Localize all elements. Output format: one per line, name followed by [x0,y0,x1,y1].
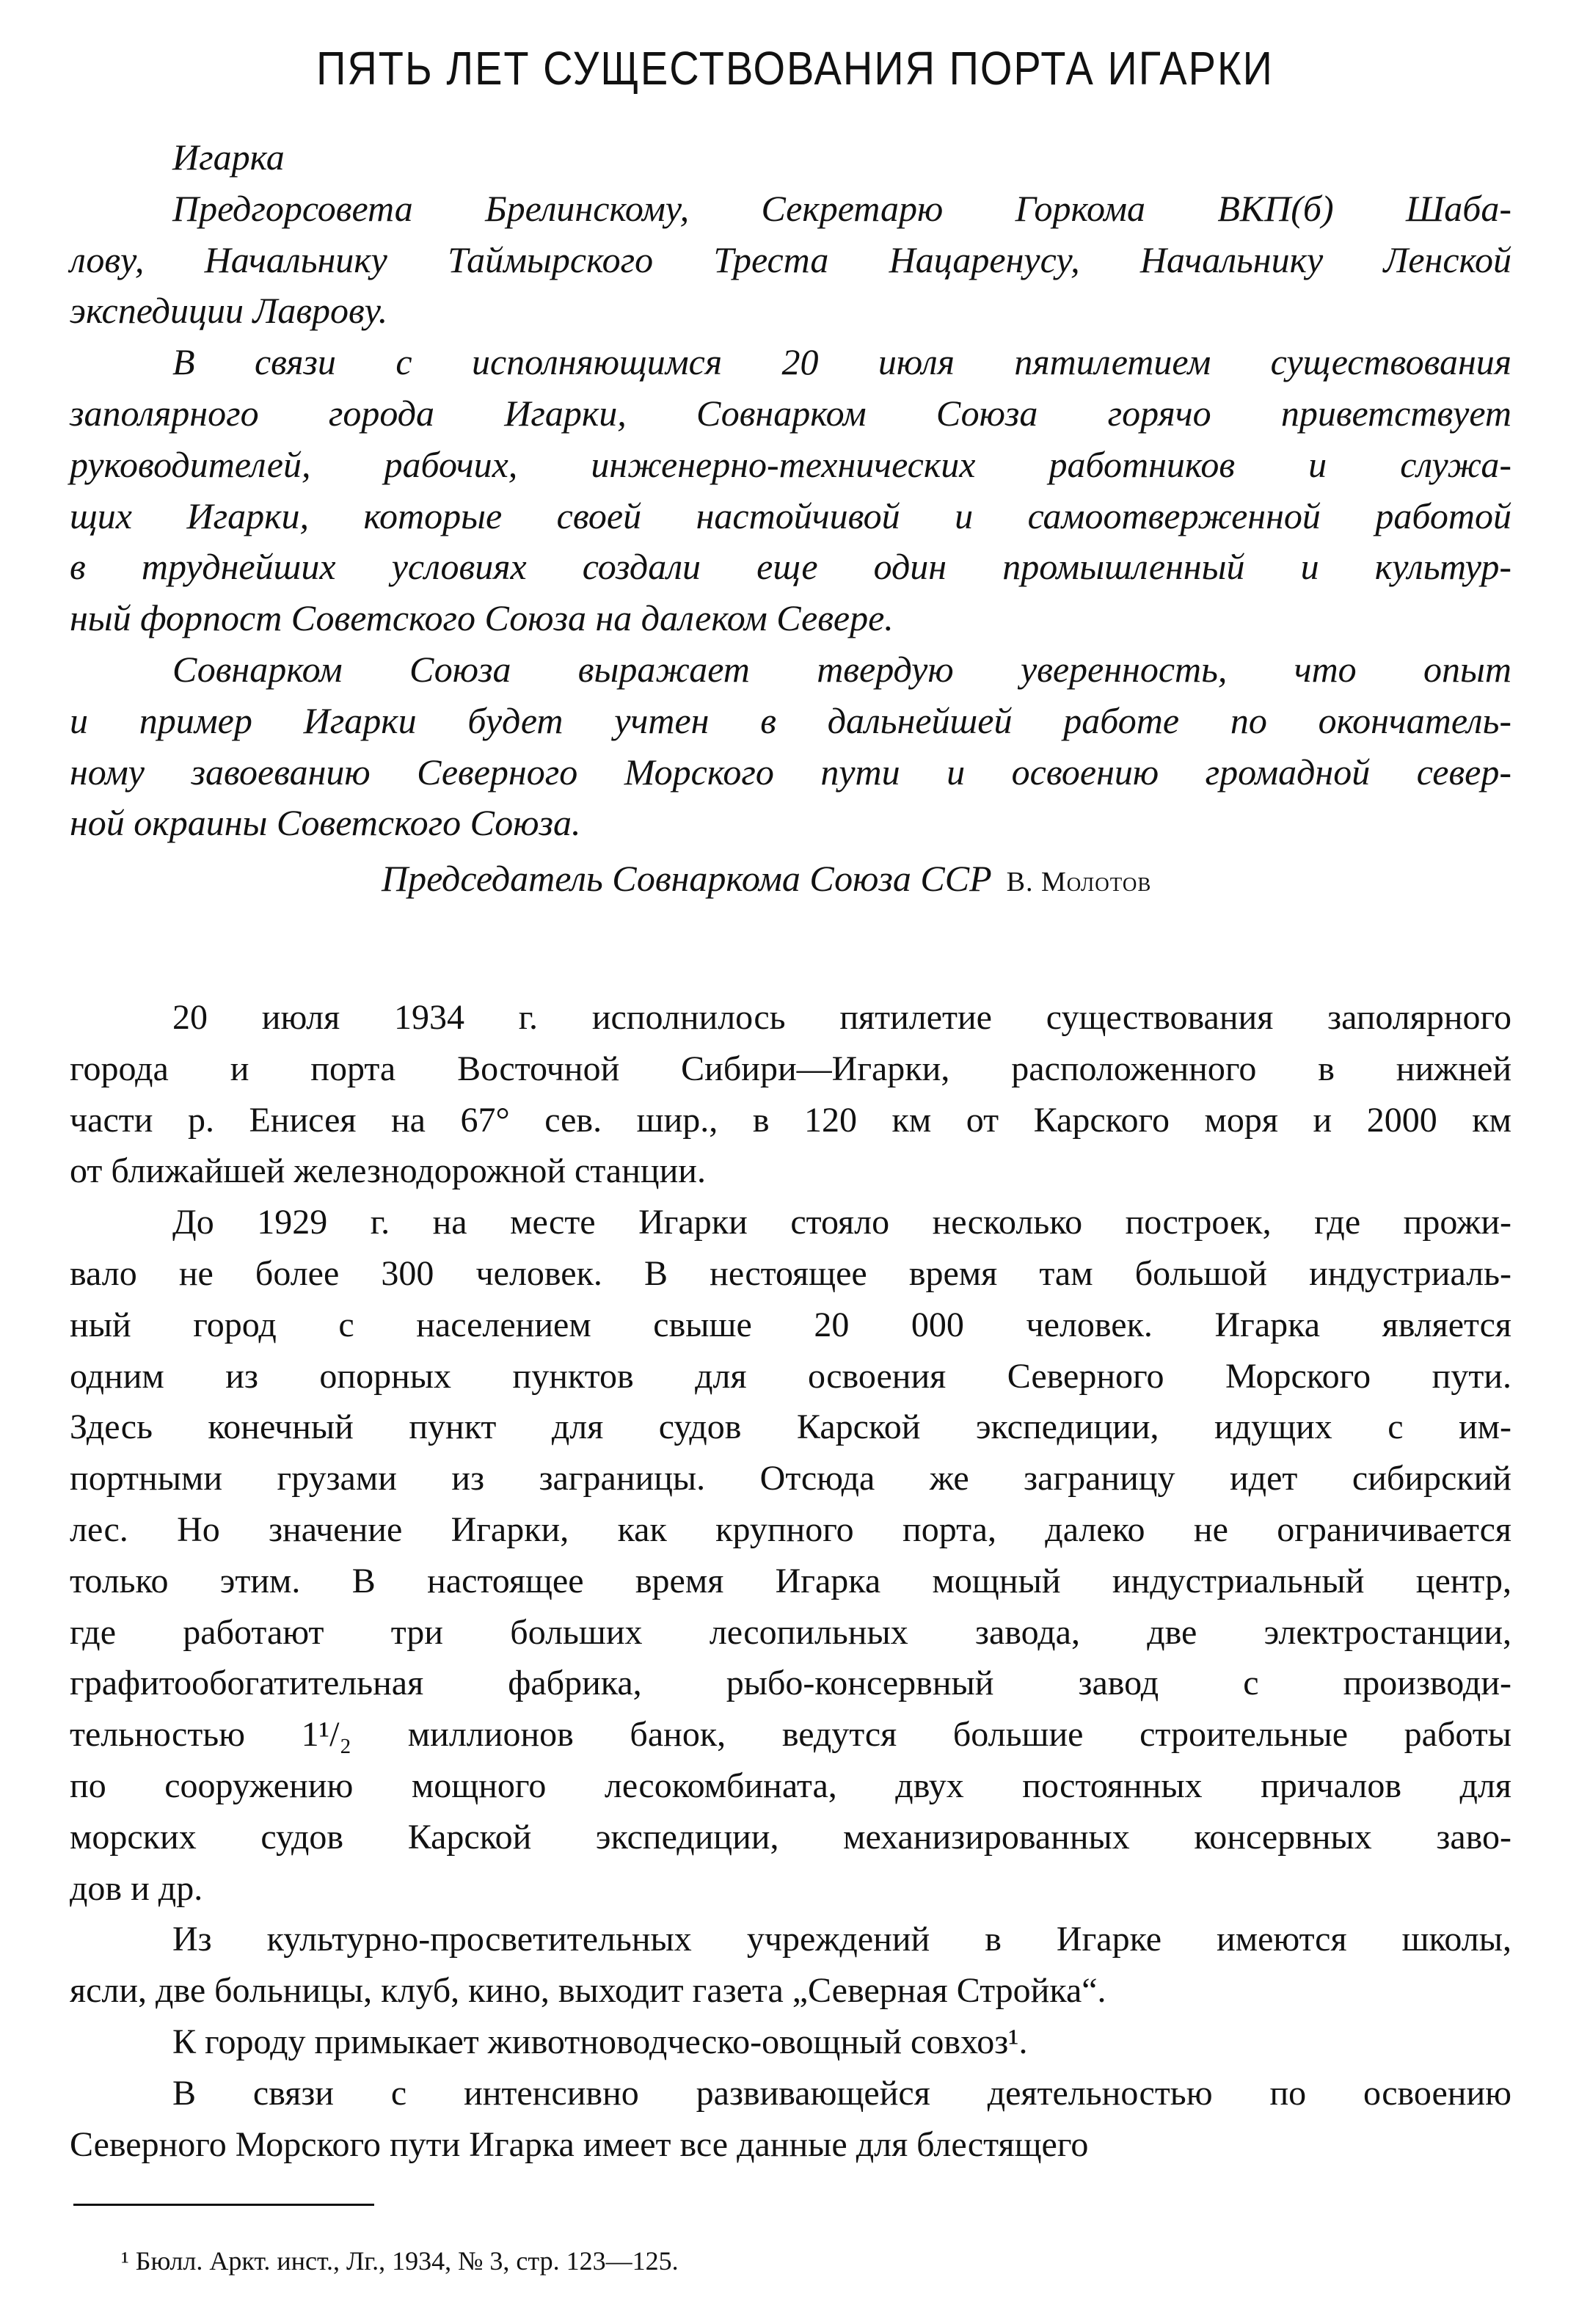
paragraph [70,132,1511,183]
text-line: лес. Но значение Игарки, как крупного порта, далеко не ограничивается [70,1509,1511,1549]
telegram-letter [70,132,1511,908]
text-line: экспедиции Лаврову. [70,290,388,332]
footnote-divider [73,2204,374,2206]
paragraph [70,992,1511,1197]
text-line: по сооружению мощного лесокомбината, двух постоянных причалов для [70,1766,1511,1805]
text-line: Совнарком Союза выражает твердую уверенность, что опыт [172,648,1511,690]
text-line: портными грузами из заграницы. Отсюда же заграницу идет сибирский [70,1459,1511,1498]
text-line: одним из опорных пунктов для освоения Северного Морского пути. [70,1356,1511,1396]
text-line: от ближайшей железнодорожной станции. [70,1151,706,1191]
text-line: ной окраины Советского Союза. [70,802,581,844]
text-line: руководителей, рабочих, инженерно-технических работников и служа- [70,443,1511,485]
article-body [70,992,1511,2170]
text-line: лову, Начальнику Таймырского Треста Нацаренусу, Начальнику Ленской [70,238,1511,280]
text-line: Северного Морского пути Игарка имеет все данные для блестящего [70,2124,1089,2164]
footnote: ¹ Бюлл. Аркт. инст., Лг., 1934, № 3, стр. 123—125. [121,2246,679,2276]
text-line: В связи с интенсивно развивающейся деятельностью по освоению [172,2073,1511,2113]
text-line: ясли, две больницы, клуб, кино, выходит газета „Северная Стройка“. [70,1971,1106,2011]
text-line: где работают три больших лесопильных завода, две электростанции, [70,1612,1511,1652]
text-line: В связи с исполняющимся 20 июля пятилетием существования [172,341,1511,383]
text-line: Из культурно-просветительных учреждений в Игарке имеются школы, [172,1920,1511,1959]
paragraph [70,644,1511,849]
text-line: морских судов Карской экспедиции, механизированных консервных заво- [70,1817,1511,1857]
text-line: заполярного города Игарки, Совнарком Союза горячо приветствует [70,392,1511,434]
text-line: города и порта Восточной Сибири—Игарки, расположенного в нижней [70,1049,1511,1088]
text-line: графитообогатительная фабрика, рыбо-консервный завод с производи- [70,1664,1511,1703]
text-line: К городу примыкает животноводческо-овощный совхоз¹. [172,2022,1028,2061]
text-line: Здесь конечный пункт для судов Карской экспедиции, идущих с им- [70,1407,1511,1447]
text-line: Игарка [172,136,285,178]
paragraph [70,1197,1511,1914]
text-line: только этим. В настоящее время Игарка мощный индустриальный центр, [70,1561,1511,1600]
paragraph [70,1914,1511,2017]
text-line: дов и др. [70,1868,203,1908]
text-line: в труднейших условиях создали еще один промышленный и культур- [70,546,1511,588]
paragraph [70,337,1511,644]
text-line: и пример Игарки будет учтен в дальнейшей работе по окончатель- [70,699,1511,741]
paragraph [70,2017,1511,2068]
paragraph [70,183,1511,337]
text-line: ному завоеванию Северного Морского пути и освоению громадной север- [70,751,1511,793]
page-title: ПЯТЬ ЛЕТ СУЩЕСТВОВАНИЯ ПОРТА ИГАРКИ [316,41,1274,95]
text-line: ный форпост Советского Союза на далеком Севере. [70,597,894,639]
text-line: тельностью 1¹/₂ миллионов банок, ведутся большие строительные работы [70,1715,1511,1755]
text-line: Предгорсовета Брелинскому, Секретарю Горкома ВКП(б) Шаба- [172,187,1511,229]
text-line: ный город с населением свыше 20 000 человек. Игарка является [70,1305,1511,1344]
text-line: 20 июля 1934 г. исполнилось пятилетие существования заполярного [172,998,1511,1037]
signature-name: В. Молотов [1006,867,1152,898]
text-line: части р. Енисея на 67° сев. шир., в 120 км от Карского моря и 2000 км [70,1100,1511,1140]
text-line: До 1929 г. на месте Игарки стояло несколько построек, где прожи- [172,1203,1511,1242]
paragraph [70,2068,1511,2171]
signature-title: Председатель Совнаркома Союза ССР [382,858,992,900]
signature [70,849,1511,908]
letter-paragraphs [70,132,1511,849]
text-line: щих Игарки, которые своей настойчивой и самоотверженной работой [70,495,1511,536]
text-line: вало не более 300 человек. В нестоящее время там большой индустриаль- [70,1253,1511,1293]
